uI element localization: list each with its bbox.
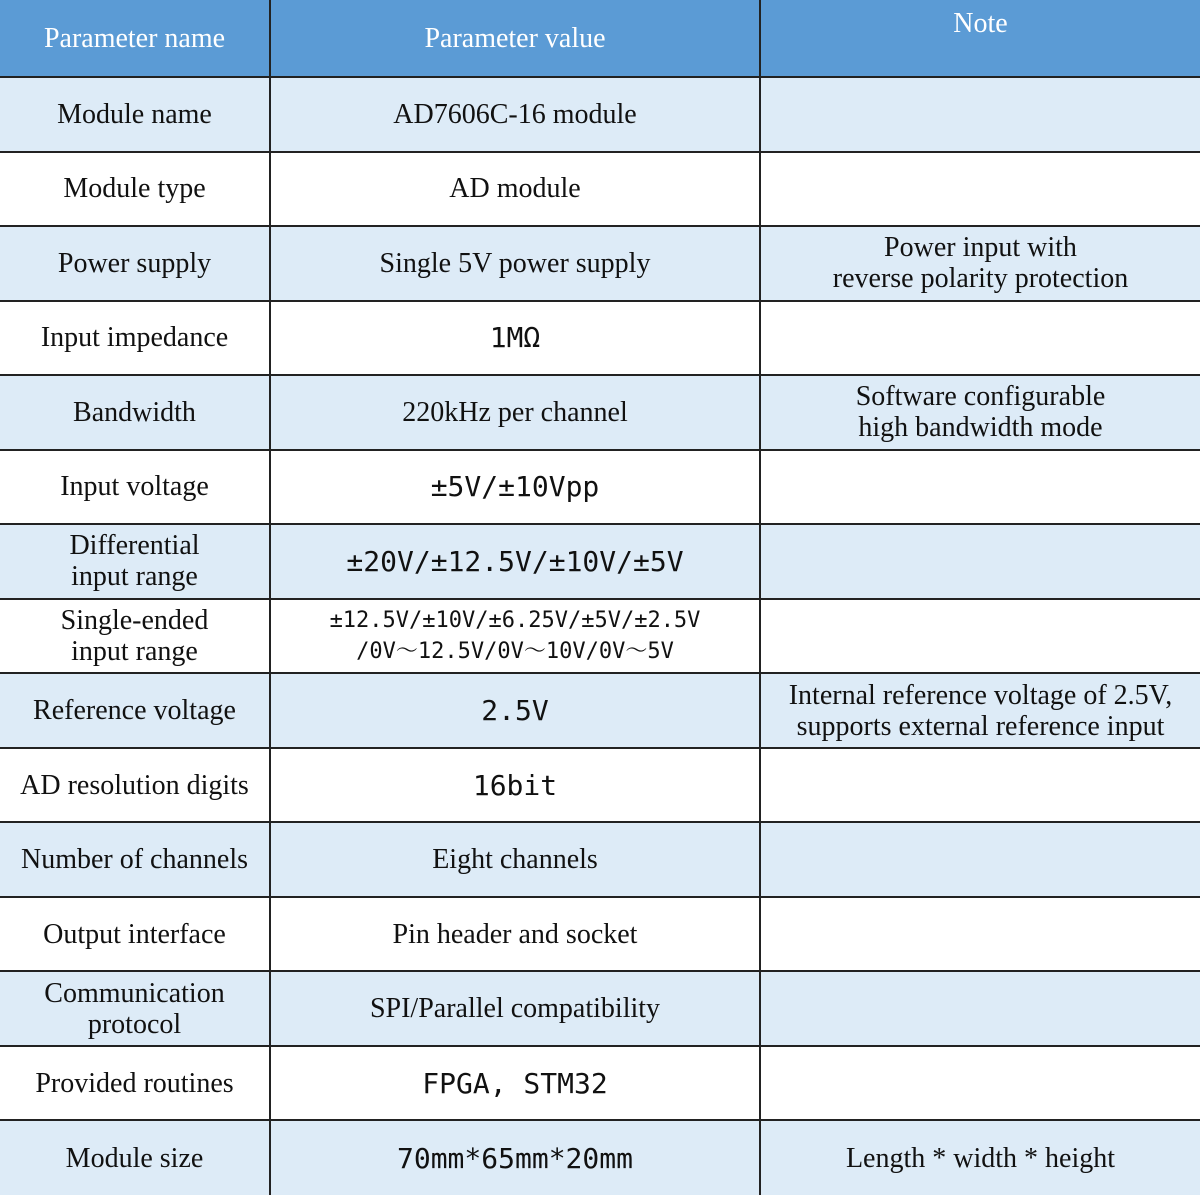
table-row — [0, 301, 1200, 376]
parameter-note-cell — [760, 77, 1200, 152]
parameter-name-cell: Input voltage — [0, 450, 270, 525]
table-row — [0, 77, 1200, 152]
parameter-value-cell: 16bit — [270, 748, 760, 823]
parameter-name-cell: Provided routines — [0, 1046, 270, 1121]
parameter-value-cell: AD module — [270, 152, 760, 227]
header-parameter-name: Parameter name — [0, 0, 270, 77]
table-row — [0, 673, 1200, 748]
parameter-value-cell: Pin header and socket — [270, 897, 760, 972]
table-row — [0, 226, 1200, 301]
parameter-value-cell: SPI/Parallel compatibility — [270, 971, 760, 1046]
parameter-name-cell: Single-ended input range — [0, 599, 270, 674]
parameter-note-cell — [760, 748, 1200, 823]
parameter-note-cell — [760, 450, 1200, 525]
table-header-row — [0, 0, 1200, 77]
header-note: Note — [760, 0, 1200, 77]
parameter-note-cell — [760, 822, 1200, 897]
table-row — [0, 524, 1200, 599]
parameter-name-cell: Module type — [0, 152, 270, 227]
parameter-note-cell — [760, 301, 1200, 376]
parameter-value-cell: 70mm*65mm*20mm — [270, 1120, 760, 1195]
parameter-value-cell: 1MΩ — [270, 301, 760, 376]
parameter-name-cell: Module size — [0, 1120, 270, 1195]
parameter-name-cell: Power supply — [0, 226, 270, 301]
parameter-name-cell: Reference voltage — [0, 673, 270, 748]
parameter-value-cell: AD7606C-16 module — [270, 77, 760, 152]
parameter-note-cell: Software configurable high bandwidth mode — [760, 375, 1200, 450]
table-row — [0, 375, 1200, 450]
table-row — [0, 748, 1200, 823]
parameter-value-cell: ±20V/±12.5V/±10V/±5V — [270, 524, 760, 599]
parameter-value-cell: 2.5V — [270, 673, 760, 748]
parameter-note-cell: Power input with reverse polarity protection — [760, 226, 1200, 301]
table-row — [0, 1046, 1200, 1121]
parameter-note-cell — [760, 971, 1200, 1046]
parameter-value-cell: ±12.5V/±10V/±6.25V/±5V/±2.5V /0V～12.5V/0V～10V/0V～5V — [270, 599, 760, 674]
parameter-note-cell: Internal reference voltage of 2.5V, supports external reference input — [760, 673, 1200, 748]
table-row — [0, 599, 1200, 674]
parameter-name-cell: Communication protocol — [0, 971, 270, 1046]
parameter-note-cell — [760, 1046, 1200, 1121]
parameter-name-cell: Bandwidth — [0, 375, 270, 450]
table-row — [0, 971, 1200, 1046]
parameter-note-cell — [760, 897, 1200, 972]
table-row — [0, 897, 1200, 972]
parameter-note-cell — [760, 599, 1200, 674]
table-row — [0, 152, 1200, 227]
parameter-name-cell: Differential input range — [0, 524, 270, 599]
parameter-value-cell: FPGA, STM32 — [270, 1046, 760, 1121]
parameter-value-cell: 220kHz per channel — [270, 375, 760, 450]
parameter-name-cell: Module name — [0, 77, 270, 152]
table-row — [0, 822, 1200, 897]
table-row — [0, 1120, 1200, 1195]
parameter-note-cell — [760, 152, 1200, 227]
parameter-name-cell: Output interface — [0, 897, 270, 972]
parameter-value-cell: Single 5V power supply — [270, 226, 760, 301]
parameter-name-cell: Number of channels — [0, 822, 270, 897]
parameter-value-cell: ±5V/±10Vpp — [270, 450, 760, 525]
parameter-value-cell: Eight channels — [270, 822, 760, 897]
parameter-name-cell: AD resolution digits — [0, 748, 270, 823]
table-row — [0, 450, 1200, 525]
parameter-note-cell — [760, 524, 1200, 599]
parameter-note-cell: Length * width * height — [760, 1120, 1200, 1195]
parameter-name-cell: Input impedance — [0, 301, 270, 376]
header-parameter-value: Parameter value — [270, 0, 760, 77]
